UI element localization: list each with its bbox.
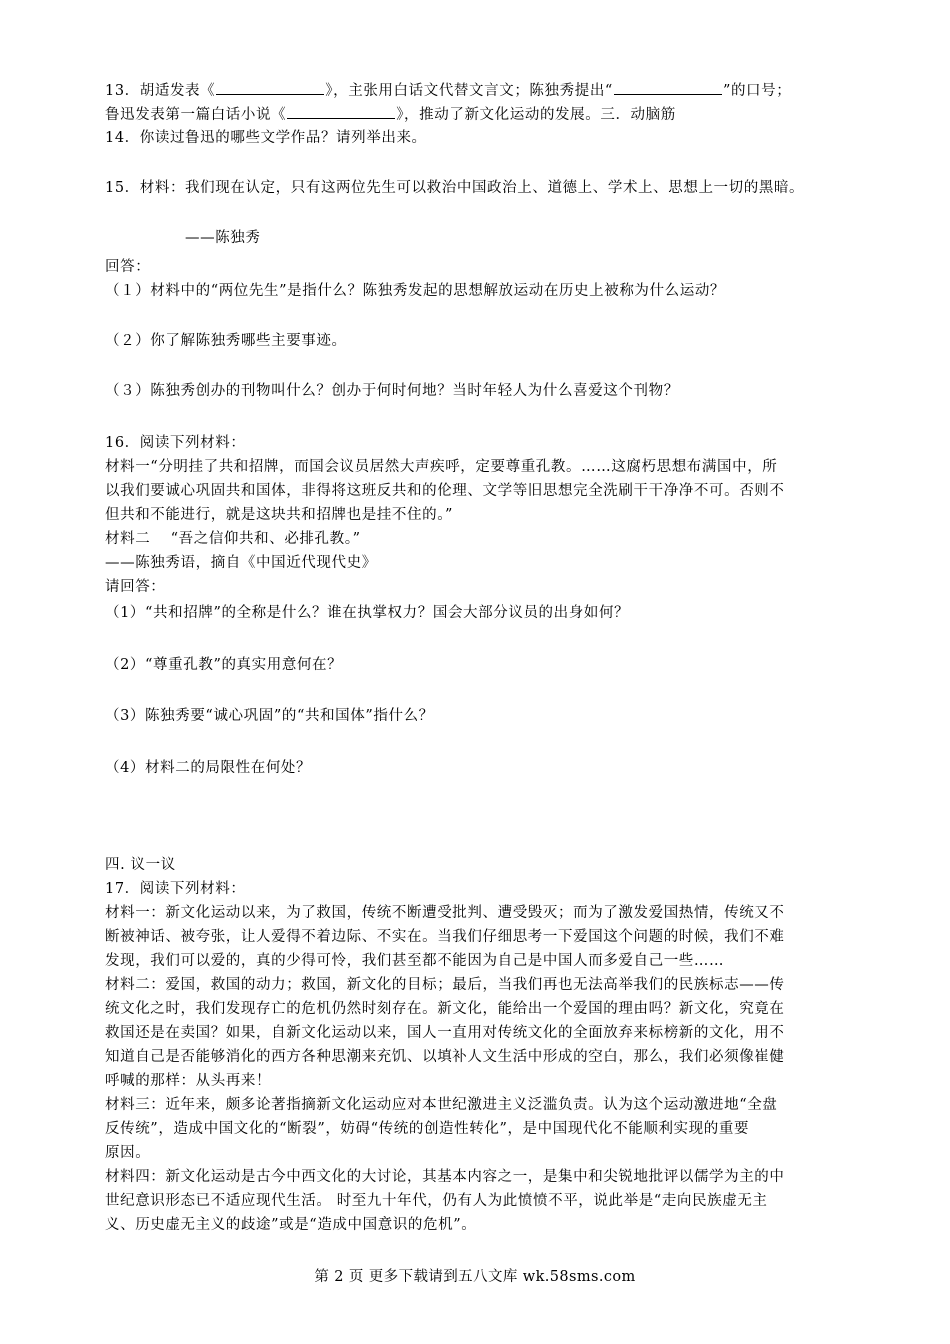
q17-title: 17．阅读下列材料： xyxy=(105,881,246,897)
q17-line: 原因。 xyxy=(105,1145,151,1161)
q17-line: 材料三：近年来，颇多论著指摘新文化运动应对本世纪激进主义泛滥负责。认为这个运动激进地“全盘 xyxy=(105,1097,778,1113)
q13-line-1 xyxy=(105,80,791,101)
q16-material1-line-2: 以我们要诚心巩固共和国体，非得将这班反共和的伦理、文学等旧思想完全洗刷干干净净不可。否则不 xyxy=(105,483,785,499)
q15-sub-2: （２）你了解陈独秀哪些主要事迹。 xyxy=(105,333,347,349)
q17-line: 统文化之时，我们发现存亡的危机仍然时刻存在。新文化，能给出一个爱国的理由吗？新文化，究竟在 xyxy=(105,1001,785,1017)
q15-source: ——陈独秀 xyxy=(185,230,261,246)
q17-line: 义、历史虚无主义的歧途”或是“造成中国意识的危机”。 xyxy=(105,1217,477,1233)
q15-material: 15．材料：我们现在认定，只有这两位先生可以救治中国政治上、道德上、学术上、思想上一切的黑暗。 xyxy=(105,180,805,196)
q13-text-5: 》，推动了新文化运动的发展。三．动脑筋 xyxy=(396,107,676,123)
q16-sub-3: （3）陈独秀要“诚心巩固”的“共和国体”指什么？ xyxy=(105,708,434,724)
q17-line: 材料四：新文化运动是古今中西文化的大讨论，其基本内容之一，是集中和尖锐地批评以儒学为主的中 xyxy=(105,1169,785,1185)
q13-text-2: 》，主张用白话文代替文言文；陈独秀提出“ xyxy=(325,83,613,99)
q17-line: 断被神话、被夸张，让人爱得不着边际、不实在。当我们仔细思考一下爱国这个问题的时候，我们不难 xyxy=(105,929,785,945)
q16-material1-line-3: 但共和不能进行，就是这块共和招牌也是挂不住的。” xyxy=(105,507,454,523)
q14-text: 14．你读过鲁迅的哪些文学作品？请列举出来。 xyxy=(105,130,427,146)
q17-line: 发现，我们可以爱的，真的少得可怜，我们甚至都不能因为自己是中国人而多爱自己一些…… xyxy=(105,953,725,969)
section-4-heading: 四. 议一议 xyxy=(105,857,176,873)
q13-line-2 xyxy=(105,104,676,125)
q13-blank-1[interactable] xyxy=(216,80,324,95)
q16-material2: 材料二 “吾之信仰共和、必排孔教。” xyxy=(105,531,361,547)
q13-text-3: ”的口号； xyxy=(722,83,792,99)
q16-title: 16．阅读下列材料： xyxy=(105,435,246,451)
q16-material1-line-1: 材料一“分明挂了共和招牌，而国会议员居然大声疾呼，定要尊重孔教。……这腐朽思想布满国中，所 xyxy=(105,459,778,475)
q13-text-4: 鲁迅发表第一篇白话小说《 xyxy=(105,107,287,123)
q17-line: 材料一：新文化运动以来，为了救国，传统不断遭受批判、遭受毁灭；而为了激发爱国热情，传统又不 xyxy=(105,905,785,921)
q16-sub-1: （1）“共和招牌”的全称是什么？谁在执掌权力？国会大部分议员的出身如何？ xyxy=(105,605,630,621)
q13-blank-3[interactable] xyxy=(287,104,395,119)
q17-line: 世纪意识形态已不适应现代生活。 时至九十年代，仍有人为此愤愤不平，说此举是“走向民族虚无主 xyxy=(105,1193,768,1209)
q16-sub-4: （4）材料二的局限性在何处？ xyxy=(105,760,312,776)
q13-text-1: 13．胡适发表《 xyxy=(105,83,216,99)
q15-prompt: 回答： xyxy=(105,259,151,275)
q16-source: ——陈独秀语，摘自《中国近代现代史》 xyxy=(105,555,377,571)
q16-sub-2: （2）“尊重孔教”的真实用意何在？ xyxy=(105,657,343,673)
q15-sub-3: （３）陈独秀创办的刊物叫什么？创办于何时何地？当时年轻人为什么喜爱这个刊物？ xyxy=(105,383,679,399)
q13-blank-2[interactable] xyxy=(614,80,722,95)
q15-sub-1: （１）材料中的“两位先生”是指什么？陈独秀发起的思想解放运动在历史上被称为什么运动？ xyxy=(105,283,726,299)
q17-line: 呼喊的那样：从头再来！ xyxy=(105,1073,272,1089)
q16-prompt: 请回答： xyxy=(105,579,166,595)
q17-line: 救国还是在卖国？如果，自新文化运动以来，国人一直用对传统文化的全面放弃来标榜新的文化，用不 xyxy=(105,1025,785,1041)
q17-line: 材料二：爱国，救国的动力；救国，新文化的目标；最后，当我们再也无法高举我们的民族标志——传 xyxy=(105,977,785,993)
q17-line: 反传统”，造成中国文化的“断裂”，妨碍“传统的创造性转化”，是中国现代化不能顺利实现的重要 xyxy=(105,1121,750,1137)
page-footer: 第 2 页 更多下载请到五八文库 wk.58sms.com xyxy=(314,1269,636,1285)
q17-line: 知道自己是否能够消化的西方各种思潮来充饥、以填补人文生活中形成的空白，那么，我们必须像崔健 xyxy=(105,1049,785,1065)
